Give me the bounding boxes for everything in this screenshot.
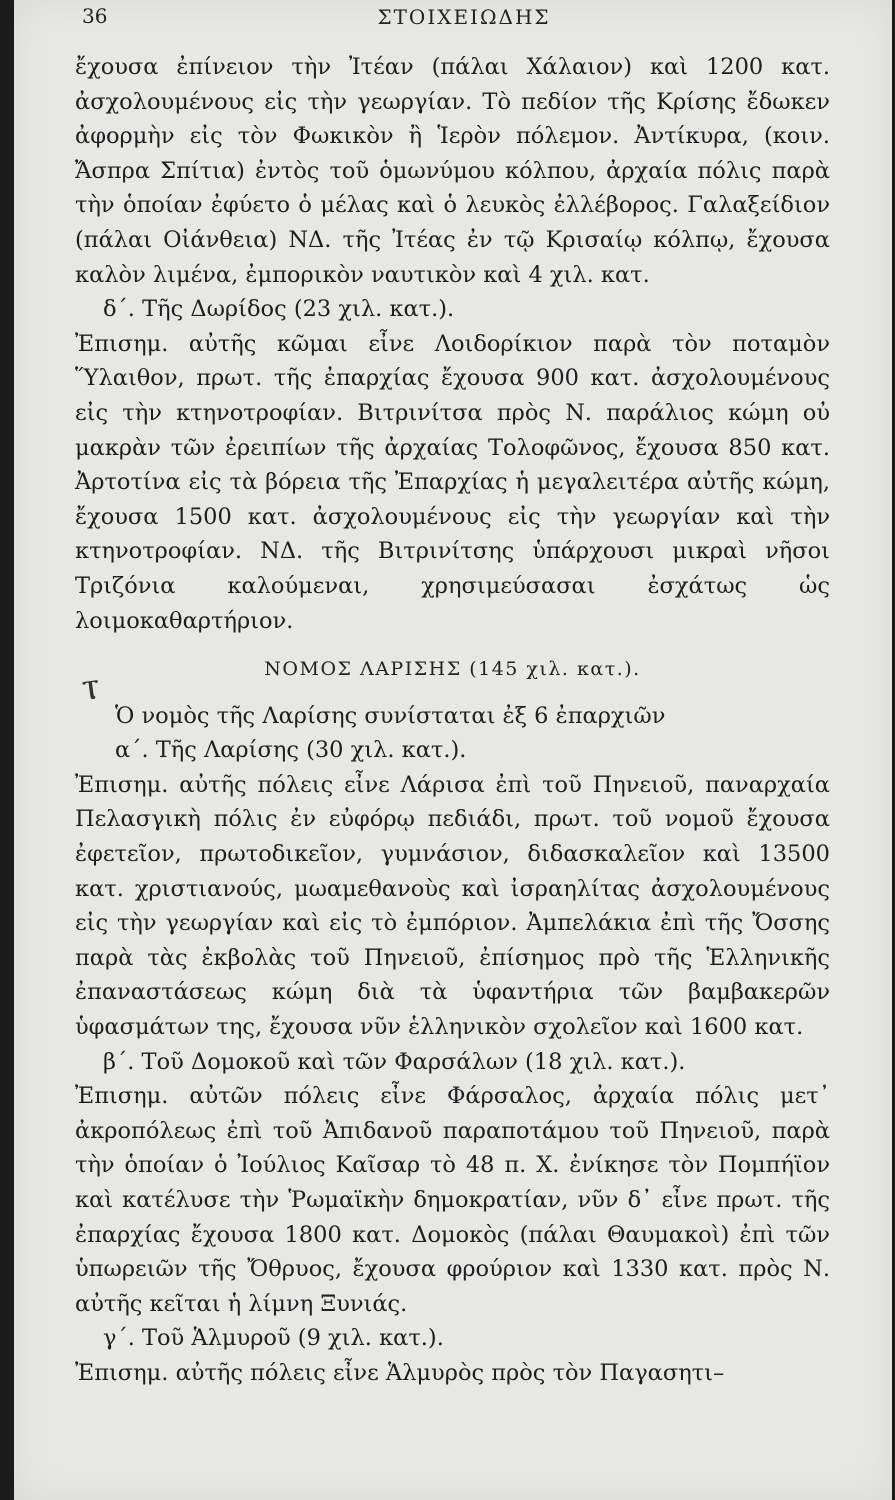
paragraph: Ἐπισημ. αὐτῆς κῶμαι εἶνε Λοιδορίκιον παρὰ τὸν ποταμὸν Ὕλαιθον, πρωτ. τῆς ἐπαρχίας ἔχουσα 900 κατ. ἀσχολουμένους εἰς τὴν κτηνοτροφίαν. Βιτρινίτσα πρὸς Ν. παράλιος κώμη οὐ μακρὰν τῶν ἐρειπίων τῆς ἀρχαίας Τολοφῶνος, ἔχουσα 850 κατ. Ἀρτοτίνα εἰς τὰ βόρεια τῆς Ἐπαρχίας ἡ μεγαλειτέρα αὐτῆς κώμη, ἔχουσα 1500 κατ. ἀσχολουμένους εἰς τὴν γεωργίαν καὶ τὴν κτηνοτροφίαν. ΝΔ. τῆς Βιτρινίτσης ὑπάρχουσι μικραὶ νῆσοι Τριζόνια καλούμεναι, χρησιμεύσασαι ἐσχάτως ὡς λοιμοκαθαρτήριον. [75,330,830,634]
page-number: 36 [82,4,108,28]
running-title: ΣΤΟΙΧΕΙΩΔΗΣ [377,5,551,29]
paragraph: Ἐπισημ. αὐτῆς πόλεις εἶνε Ἁλμυρὸς πρὸς τὸν Παγασητι– [75,1359,725,1386]
page-body [75,50,830,1391]
paragraph: Ὁ νομὸς τῆς Λαρίσης συνίσταται ἐξ 6 ἐπαρχιῶν [115,702,666,729]
subsection-heading: δ΄. Τῆς Δωρίδος (23 χιλ. κατ.). [103,296,455,323]
paragraph: Ἐπισημ. αὐτῶν πόλεις εἶνε Φάρσαλος, ἀρχαία πόλις μετ᾽ ἀκροπόλεως ἐπὶ τοῦ Ἀπιδανοῦ παραποτάμου τοῦ Πηνειοῦ, παρὰ τὴν ὁποίαν ὁ Ἰούλιος Καῖσαρ τὸ 48 π. Χ. ἐνίκησε τὸν Πομπήϊον καὶ κατέλυσε τὴν Ῥωμαϊκὴν δημοκρατίαν, νῦν δ᾽ εἶνε πρωτ. τῆς ἐπαρχίας ἔχουσα 1800 κατ. Δομοκὸς (πάλαι Θαυμακοὶ) ἐπὶ τῶν ὑπωρειῶν τῆς Ὄθρυος, ἔχουσα φρούριον καὶ 1330 κατ. πρὸς Ν. αὐτῆς κεῖται ἡ λίμνη Ξυνιάς. [75,1083,830,1317]
subsection-heading: α΄. Τῆς Λαρίσης (30 χιλ. κατ.). [115,737,467,764]
paragraph: Ἐπισημ. αὐτῆς πόλεις εἶνε Λάρισα ἐπὶ τοῦ Πηνειοῦ, παναρχαία Πελασγικὴ πόλις ἐν εὐφόρῳ πεδιάδι, πρωτ. τοῦ νομοῦ ἔχουσα ἐφετεῖον, πρωτοδικεῖον, γυμνάσιον, διδασκαλεῖον καὶ 13500 κατ. χριστιανούς, μωαμεθανοὺς καὶ ἰσραηλίτας ἀσχολουμένους εἰς τὴν γεωργίαν καὶ εἰς τὸ ἐμπόριον. Ἀμπελάκια ἐπὶ τῆς Ὄσσης παρὰ τὰς ἐκβολὰς τοῦ Πηνειοῦ, ἐπίσημος πρὸ τῆς Ἑλληνικῆς ἐπαναστάσεως κώμη διὰ τὰ ὑφαντήρια τῶν βαμβακερῶν ὑφασμάτων της, ἔχουσα νῦν ἑλληνικὸν σχολεῖον καὶ 1600 κατ. [75,771,830,1041]
paragraph: ἔχουσα ἐπίνειον τὴν Ἰτέαν (πάλαι Χάλαιον) καὶ 1200 κατ. ἀσχολουμένους εἰς τὴν γεωργίαν. Τὸ πεδίον τῆς Κρίσης ἔδωκεν ἀφορμὴν εἰς τὸν Φωκικὸν ἢ Ἱερὸν πόλεμον. Ἀντίκυρα, (κοιν. Ἄσπρα Σπίτια) ἐντὸς τοῦ ὁμωνύμου κόλπου, ἀρχαία πόλις παρὰ τὴν ὁποίαν ἐφύετο ὁ μέλας καὶ ὁ λευκὸς ἐλλέβορος. Γαλαξείδιον (πάλαι Οἰάνθεια) ΝΔ. τῆς Ἰτέας ἐν τῷ Κρισαίῳ κόλπῳ, ἔχουσα καλὸν λιμένα, ἐμπορικὸν ναυτικὸν καὶ 4 χιλ. κατ. [75,54,830,288]
handwritten-margin-mark: ⲧ [78,662,103,710]
subsection-heading: γ΄. Τοῦ Ἁλμυροῦ (9 χιλ. κατ.). [103,1325,444,1352]
page-header [74,4,854,34]
subsection-heading: β΄. Τοῦ Δομοκοῦ καὶ τῶν Φαρσάλων (18 χιλ. κατ.). [103,1048,686,1075]
section-title: ΝΟΜΟΣ ΛΑΡΙΣΗΣ (145 χιλ. κατ.). [264,658,641,681]
